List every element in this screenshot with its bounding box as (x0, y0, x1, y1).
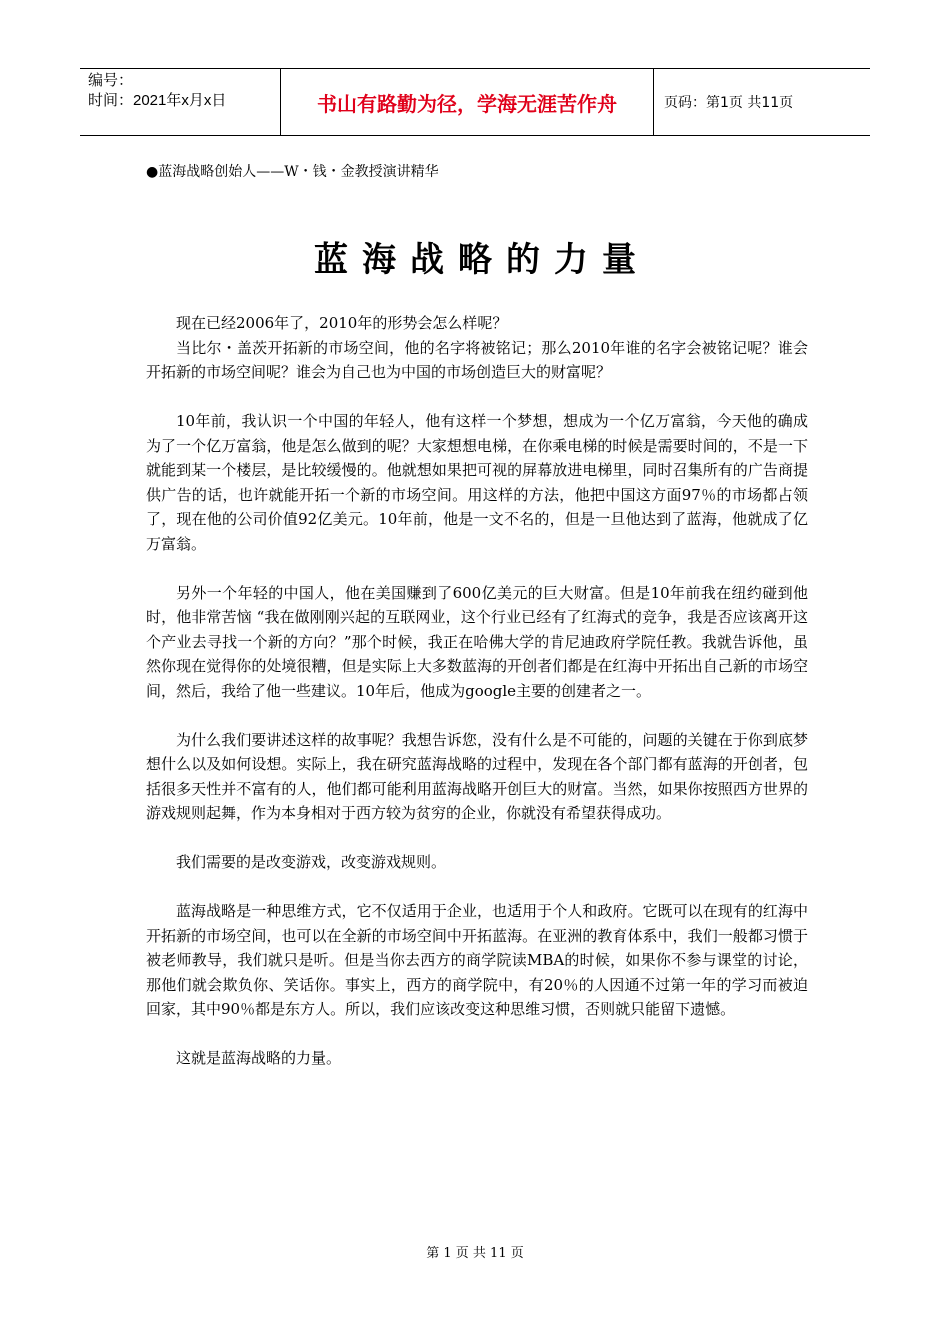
paragraph: 另外一个年轻的中国人，他在美国赚到了600亿美元的巨大财富。但是10年前我在纽约碰到他时，他非常苦恼 “我在做刚刚兴起的互联网业，这个行业已经有了红海式的竞争，我是否应该离开这个产业去寻找一个新的方向？”那个时候，我正在哈佛大学的肯尼迪政府学院任教。我就告诉他，虽然你现在觉得你的处境很糟，但是实际上大多数蓝海的开创者们都是在红海中开拓出自己新的市场空间，然后，我给了他一些建议。10年后，他成为google主要的创建者之一。 (146, 583, 808, 700)
paragraph: 现在已经2006年了，2010年的形势会怎么样呢？ (176, 314, 508, 332)
document-title: 蓝海战略的力量 (314, 240, 650, 280)
document-subtitle: ●蓝海战略创始人——W・钱・金教授演讲精华 (146, 164, 439, 180)
paragraph: 为什么我们要讲述这样的故事呢？我想告诉您，没有什么是不可能的，问题的关键在于你到底梦想什么以及如何设想。实际上，我在研究蓝海战略的过程中，发现在各个部门都有蓝海的开创者，包括很多天性并不富有的人，他们都可能利用蓝海战略开创巨大的财富。当然，如果你按照西方世界的游戏规则起舞，作为本身相对于西方较为贫穷的企业，你就没有希望获得成功。 (146, 730, 808, 822)
number-label: 编号： (88, 72, 134, 89)
paragraph: 蓝海战略是一种思维方式，它不仅适用于企业，也适用于个人和政府。它既可以在现有的红海中开拓新的市场空间，也可以在全新的市场空间中开拓蓝海。在亚洲的教育体系中，我们一般都习惯于被老师教导，我们就只是听。但是当你去西方的商学院读MBA的时候，如果你不参与课堂的讨论，那他们就会欺负你、笑话你。事实上，西方的商学院中，有20％的人因通不过第一年的学习而被迫回家，其中90％都是东方人。所以，我们应该改变这种思维习惯，否则就只能留下遗憾。 (146, 902, 808, 1018)
paragraph: 这就是蓝海战略的力量。 (176, 1049, 342, 1067)
header-meta (80, 69, 281, 135)
document-body (146, 311, 808, 1071)
document-header (80, 68, 870, 136)
paragraph: 10年前，我认识一个中国的年轻人，他有这样一个梦想，想成为一个亿万富翁，今天他的确成为了一个亿万富翁，他是怎么做到的呢？大家想想电梯，在你乘电梯的时候是需要时间的，不是一下就能到某一个楼层，是比较缓慢的。他就想如果把可视的屏幕放进电梯里，同时召集所有的广告商提供广告的话，也许就能开拓一个新的市场空间。用这样的方法，他把中国这方面97％的市场都占领了，现在他的公司价值92亿美元。10年前，他是一文不名的，但是一旦他达到了蓝海，他就成了亿万富翁。 (146, 412, 808, 553)
header-page-info: 页码：第1页 共11页 (664, 95, 794, 111)
paragraph: 我们需要的是改变游戏，改变游戏规则。 (176, 853, 447, 871)
page-footer: 第 1 页 共 11 页 (426, 1246, 524, 1261)
time-label: 时间：2021年x月x日 (88, 92, 227, 109)
header-motto: 书山有路勤为径，学海无涯苦作舟 (281, 69, 654, 135)
paragraph: 当比尔・盖茨开拓新的市场空间，他的名字将被铭记；那么2010年谁的名字会被铭记呢？谁会开拓新的市场空间呢？谁会为自己也为中国的市场创造巨大的财富呢？ (146, 338, 808, 381)
